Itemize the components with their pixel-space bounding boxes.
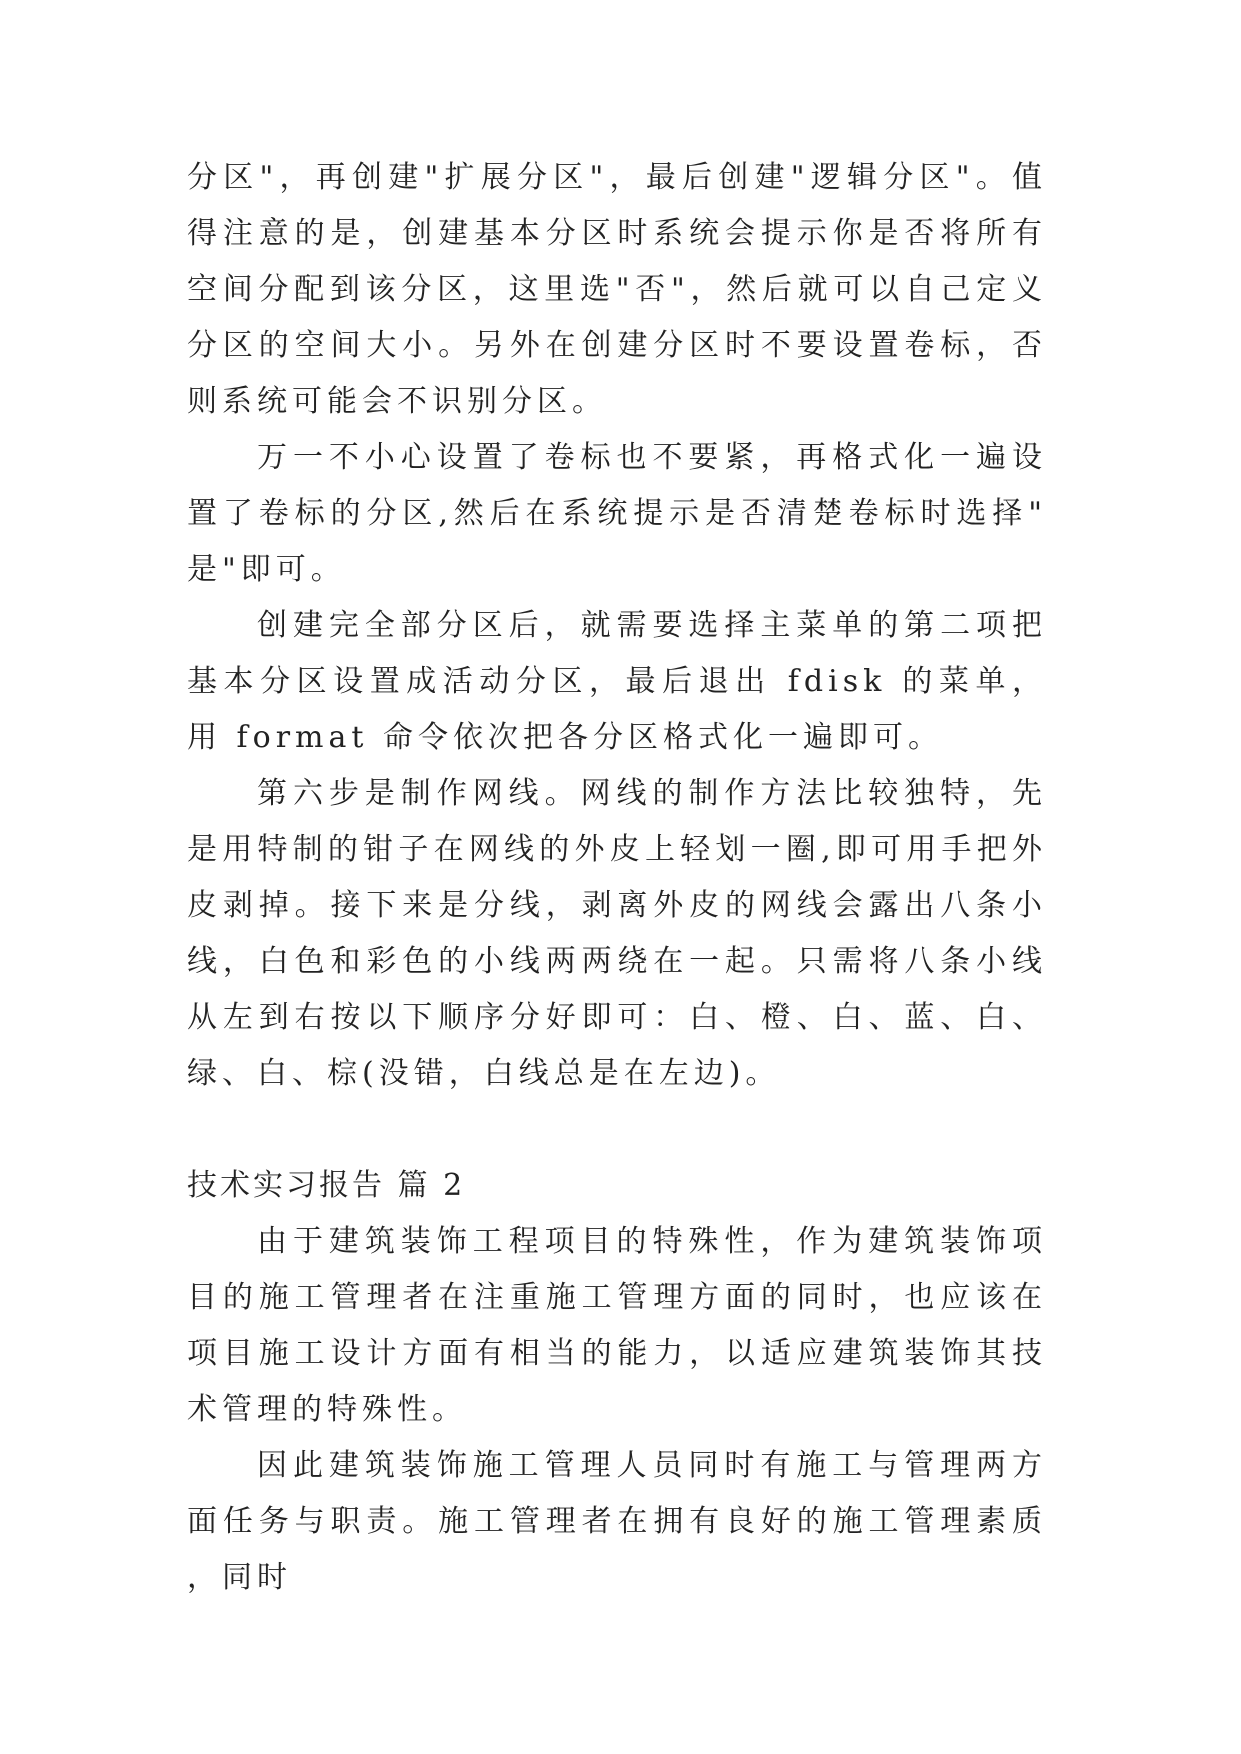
paragraph-volume-label: 万一不小心设置了卷标也不要紧，再格式化一遍设置了卷标的分区,然后在系统提示是否清楚卷标时选择"是"即可。 [187,440,1047,587]
paragraph-partition-continuation: 分区"，再创建"扩展分区"，最后创建"逻辑分区"。值得注意的是，创建基本分区时系统会提示你是否将所有空间分配到该分区，这里选"否"，然后就可以自己定义分区的空间大小。另外在创建分区时不要设置卷标，否则系统可能会不识别分区。 [187,160,1047,419]
paragraph-format-partitions: 创建完全部分区后，就需要选择主菜单的第二项把基本分区设置成活动分区，最后退出 fdisk 的菜单，用 format 命令依次把各分区格式化一遍即可。 [187,608,1047,755]
paragraph-management-duties: 因此建筑装饰施工管理人员同时有施工与管理两方面任务与职责。施工管理者在拥有良好的施工管理素质，同时 [187,1448,1047,1595]
paragraph-network-cable: 第六步是制作网线。网线的制作方法比较独特，先是用特制的钳子在网线的外皮上轻划一圈,即可用手把外皮剥掉。接下来是分线，剥离外皮的网线会露出八条小线，白色和彩色的小线两两绕在一起。只需将八条小线从左到右按以下顺序分好即可：白、橙、白、蓝、白、绿、白、棕(没错，白线总是在左边)。 [187,776,1047,1091]
section-heading: 技术实习报告 篇 2 [187,1168,466,1203]
document-body [187,150,1047,1606]
paragraph-decoration-project: 由于建筑装饰工程项目的特殊性，作为建筑装饰项目的施工管理者在注重施工管理方面的同时，也应该在项目施工设计方面有相当的能力，以适应建筑装饰其技术管理的特殊性。 [187,1224,1047,1427]
